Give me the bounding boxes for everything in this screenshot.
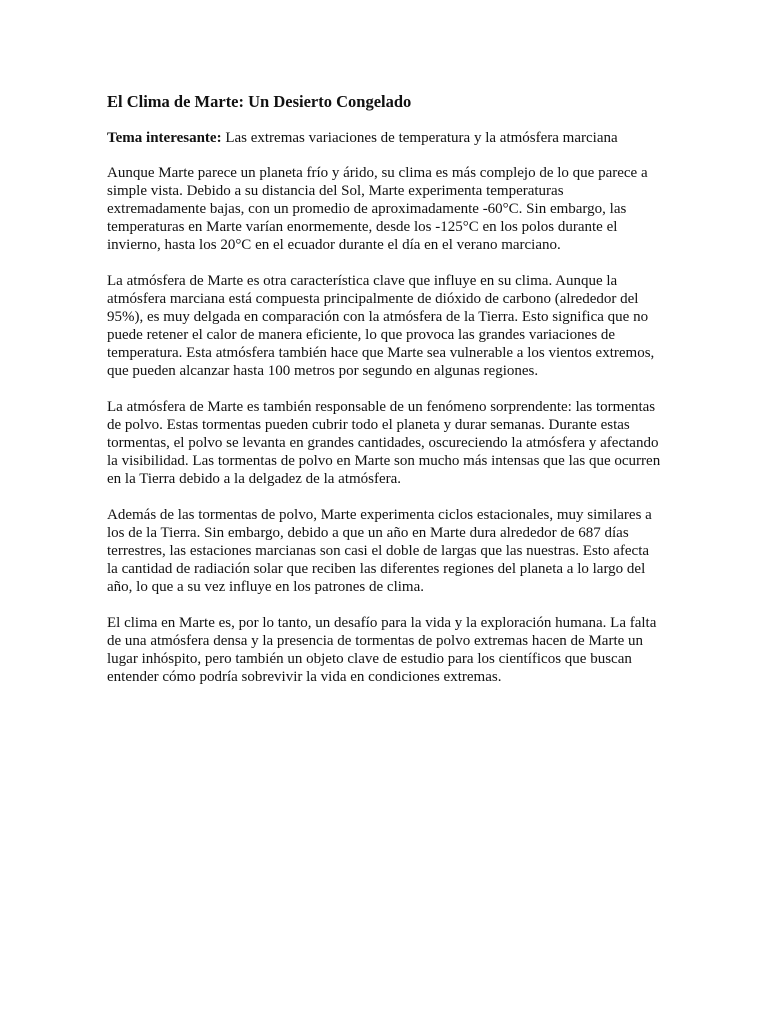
topic-text: Las extremas variaciones de temperatura y la atmósfera marciana <box>221 130 618 146</box>
paragraph-atmosphere: La atmósfera de Marte es otra característica clave que influye en su clima. Aunque la atmósfera marciana está compuesta principalmente de dióxido de carbono (alrededor del 95%), es muy delgada en comparación con la atmósfera de la Tierra. Esto significa que no puede retener el calor de manera eficiente, lo que provoca las grandes variaciones de temperatura. Esta atmósfera también hace que Marte sea vulnerable a los vientos extremos, que pueden alcanzar hasta 100 metros por segundo en algunas regiones. <box>107 273 655 379</box>
paragraph-dust-storms: La atmósfera de Marte es también responsable de un fenómeno sorprendente: las tormentas de polvo. Estas tormentas pueden cubrir todo el planeta y durar semanas. Durante estas tormentas, el polvo se levanta en grandes cantidades, oscureciendo la atmósfera y afectando la visibilidad. Las tormentas de polvo en Marte son mucho más intensas que las que ocurren en la Tierra debido a la delgadez de la atmósfera. <box>107 399 661 487</box>
topic-label: Tema interesante: <box>107 130 222 146</box>
paragraph-conclusion: El clima en Marte es, por lo tanto, un desafío para la vida y la exploración humana. La falta de una atmósfera densa y la presencia de tormentas de polvo extremas hacen de Marte un lugar inhóspito, pero también un objeto clave de estudio para los científicos que buscan entender cómo podría sobrevivir la vida en condiciones extremas. <box>107 615 657 685</box>
topic-line <box>107 129 663 147</box>
document-page <box>107 92 663 704</box>
paragraph-temperature: Aunque Marte parece un planeta frío y árido, su clima es más complejo de lo que parece a simple vista. Debido a su distancia del Sol, Marte experimenta temperaturas extremadamente bajas, con un promedio de aproximadamente -60°C. Sin embargo, las temperaturas en Marte varían enormemente, desde los -125°C en los polos durante el invierno, hasta los 20°C en el ecuador durante el día en el verano marciano. <box>107 165 648 253</box>
document-title: El Clima de Marte: Un Desierto Congelado <box>107 92 412 111</box>
paragraph-seasons: Además de las tormentas de polvo, Marte experimenta ciclos estacionales, muy similares a los de la Tierra. Sin embargo, debido a que un año en Marte dura alrededor de 687 días terrestres, las estaciones marcianas son casi el doble de largas que las nuestras. Esto afecta la cantidad de radiación solar que reciben las diferentes regiones del planeta a lo largo del año, lo que a su vez influye en los patrones de clima. <box>107 507 652 595</box>
